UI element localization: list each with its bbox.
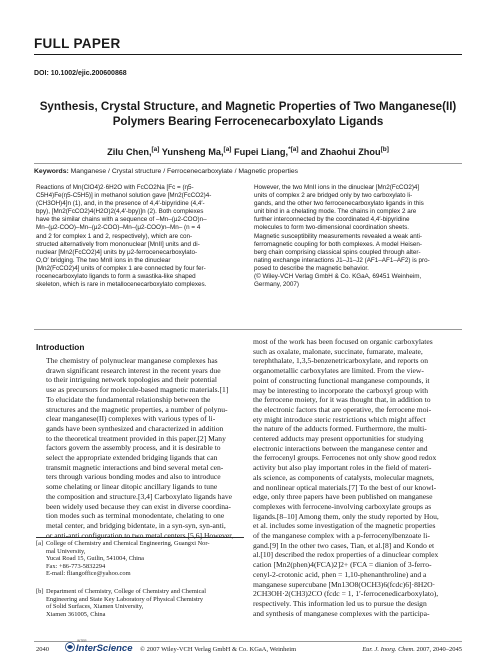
footnote-line: Engineering and State Key Laboratory of Physical Chemistry (46, 595, 204, 603)
text-line: 2CH3OH·2(CH3)2CO (fcdc = 1, 1′-ferrocenedicarboxylato), (253, 589, 439, 599)
text-line: use as precursors for molecule-based magnetic materials.[1] (46, 385, 229, 395)
text-line: al.[10] described the redox properties of a dinuclear complex (253, 550, 439, 560)
journal-volume: 2007, 2040–2045 (416, 646, 462, 653)
affiliation-mark: [a] (223, 145, 232, 153)
footnote-b (36, 588, 244, 618)
footnote-text (46, 540, 244, 578)
abstract-line: bpy), [Mn2(FcCO2)4(H2O)2(4,4′-bpy)]n (2). Both complexes (36, 208, 204, 216)
text-line: the ferrocene moiety, for it was thought that, in addition to (253, 395, 431, 405)
text-line: ety might introduce steric restrictions which might affect (253, 414, 426, 424)
abstract-line: unit bind in a chelating mode. The chains in complex 2 are (254, 208, 417, 216)
text-line: the composition and structure.[3,4] Carboxylato ligands have (46, 491, 233, 501)
abstract-line: O,O′ bridging. The two MnII ions in the dinuclear (36, 256, 171, 264)
text-line: point of constructing functional manganese compounds, it (253, 375, 430, 385)
footnote-line: Department of Chemistry, College of Chemistry and Chemical (46, 588, 207, 595)
text-line: manganese supercubane [Mn13O8(OCH3)6(fcdc)6]·8H2O· (253, 579, 436, 589)
keywords-list: Manganese / Crystal structure / Ferrocenecarboxylate / Magnetic properties (70, 168, 299, 175)
abstract-line: and 2 for complex 1 and 2, respectively), which are con- (36, 232, 193, 240)
footnote-rule (36, 537, 244, 538)
affiliation-mark: [b] (380, 145, 389, 153)
divider (34, 163, 462, 164)
copyright: © 2007 Wiley-VCH Verlag GmbH & Co. KGaA, Weinheim (140, 646, 297, 653)
abstract-line: (© Wiley-VCH Verlag GmbH & Co. KGaA, 69451 Weinheim, (254, 273, 422, 281)
page-number: 2040 (36, 646, 49, 653)
text-line: gands have been synthesized and characterized in addition (46, 423, 224, 433)
logo-name: InterScience (76, 643, 133, 654)
text-line: gand.[9] In the other two cases, Tian, et al.[8] and Kondo et (253, 540, 435, 550)
intro-text-right (253, 337, 461, 618)
doi[interactable]: DOI: 10.1002/ejic.200600868 (34, 70, 127, 77)
text-line: and nonlinear optical materials.[7] To the best of our knowl- (253, 482, 437, 492)
footnote-line: mal University, (46, 547, 86, 555)
journal-citation (330, 646, 462, 653)
footnote-line: E-mail: fliangoffice@yahoo.com (46, 570, 131, 577)
abstract-line: (CH3OH)4]n (1), and, in the presence of 4,4′-bipyridine (4,4′- (36, 200, 205, 208)
keywords-label: Keywords: (34, 168, 69, 175)
section-heading: Introduction (36, 342, 85, 352)
text-line: tion modes such as terminal monodentate, chelating to one (46, 511, 225, 521)
footnote-line: Fax: +86-773-5832294 (46, 562, 106, 570)
footnote-line: Xiamen 361005, China (46, 610, 106, 618)
text-line: metal center, and bridging bidentate, in a syn-syn, syn-anti, (46, 520, 226, 530)
text-line: et al. includes some investigation of the magnetic properties (253, 521, 436, 531)
abstract-line: [Mn2(FcCO2)4] units of complex 1 are connected by four fer- (36, 264, 206, 272)
text-line: structures and the magnetic properties, a number of polynu- (46, 404, 228, 414)
text-line: The chemistry of polynuclear manganese complexes has (46, 356, 218, 365)
text-line: ters through various bonding modes and also to introduce (46, 472, 221, 482)
text-line: or anti-anti configuration to two metal centers.[5,6] However, (46, 530, 234, 540)
intro-text-left (36, 356, 244, 540)
author: Zilu Chen,[a] (107, 145, 160, 157)
text-line: select the appropriate extended bridging ligands that can (46, 453, 218, 463)
text-line: transmit magnetic interactions and bind several metal cen- (46, 462, 224, 472)
text-line: such as oxalate, malonate, succinate, fumarate, maleate, (253, 346, 423, 356)
affiliation-mark: *[a] (288, 145, 299, 153)
abstract-line: structed alternatively from mononuclear [MnII] units and di- (36, 240, 200, 248)
text-line: factors govern the assembly process, and it is desirable to (46, 443, 221, 453)
text-line: respectively. This information led us to pursue the design (253, 598, 427, 608)
footnote-line: College of Chemistry and Chemical Engineering, Guangxi Nor- (46, 540, 210, 547)
abstract-line: Mn–(μ2-COO)–Mn–(μ2-COO)–Mn–(μ2-COO)n–Mn– (n = 4 (36, 224, 201, 232)
abstract-line: Germany, 2007) (254, 281, 300, 289)
text-line: als science, as components of catalysts, molecular magnets, (253, 472, 434, 482)
text-line: the electronic factors that are operative, the ferrocene moi- (253, 404, 432, 414)
footnote-text (46, 588, 244, 618)
abstract-line: rocenecarboxylato ligands to form a swastika-like shaped (36, 273, 196, 281)
abstract-line: berg chain comprising classical spins coupled through alter- (254, 248, 421, 256)
abstract-line: gands, and the other two ferrocenecarboxylato ligands in this (254, 200, 424, 208)
title-line: Polymers Bearing Ferrocenecarboxylato Ligands (112, 114, 384, 128)
abstract-line: have the similar chains with a sequence of –Mn–(μ2-COO)n– (36, 216, 207, 224)
affiliation-mark: [a] (151, 145, 160, 153)
footnote-a (36, 540, 244, 578)
text-line: edge, only three papers have been published on manganese (253, 492, 433, 502)
text-line: to their intriguing network topologies and their potential (46, 375, 218, 385)
article-title (34, 100, 462, 129)
abstract-line: posed to describe the magnetic behavior. (254, 264, 369, 272)
author: Fupei Liang,$^{*[a]}$ (233, 145, 299, 157)
author: Yunsheng Ma,[a] (161, 145, 232, 157)
abstract-line: Magnetic susceptibility measurements revealed a weak anti- (254, 232, 422, 240)
text-line: terephthalate, 1,3,5-benzenetricarboxylate, and reports on (253, 356, 429, 366)
text-line: some chelating or linear ditopic ancillary ligands to tune (46, 482, 218, 492)
text-line: organometallic carboxylates are limited. From the view- (253, 366, 424, 376)
text-line: of the manganese complex with a p-ferrocenylbenzoate li- (253, 531, 430, 541)
abstract-line: nuclear [Mn2(FcCO2)4] units by μ2-ferrocenecarboxylato- (36, 248, 198, 256)
abstract-line: further interconnected by the coordinated 4,4′-bipyridine (254, 216, 410, 224)
author: and Zhaohui Zhou[b] (301, 145, 389, 157)
text-line: most of the work has been focused on organic carboxylates (253, 337, 433, 346)
abstract-left (36, 184, 243, 289)
text-line: and synthesis of manganese complexes with the participa- (253, 608, 430, 618)
abstract-line: However, the two MnII ions in the dinuclear [Mn2(FcCO2)4] (254, 184, 420, 191)
journal-name: Eur. J. Inorg. Chem. (362, 646, 415, 653)
divider (34, 329, 462, 330)
text-line: clear manganese(II) complexes with various types of li- (46, 414, 216, 424)
text-line: cenyl-2-crotonic acid, phen = 1,10-phenanthroline) and a (253, 569, 427, 579)
abstract-line: units of complex 2 are bridged only by two carboxylato li- (254, 192, 413, 200)
abstract-line: nating exchange interactions J1–J1–J2 (AF1–AF1–AF2) is pro- (254, 256, 430, 264)
text-line: To elucidate the fundamental relationship between the (46, 394, 211, 404)
footnote-line: Yucai Road 15, Guilin, 541004, China (46, 555, 144, 562)
abstract-right (254, 184, 461, 289)
header-rule (34, 54, 462, 55)
footnote-line: of Solid Surfaces, Xiamen University, (46, 603, 144, 610)
abstract-line: Reactions of Mn(ClO4)2·6H2O with FcCO2Na [Fc = (η5- (36, 184, 194, 191)
author-list (34, 147, 462, 157)
footnote-mark: [b] (36, 588, 44, 595)
title-line: Synthesis, Crystal Structure, and Magnetic Properties of Two Manganese(II) (39, 100, 457, 113)
text-line: centered adducts may present opportunities for studying (253, 434, 424, 444)
section-label: FULL PAPER (34, 36, 121, 51)
text-line: the ferrocenyl groups. Ferrocenes not only show good redox (253, 453, 437, 463)
text-line: to the theoretical treatment provided in this paper.[2] Many (46, 433, 226, 443)
abstract-line: C5H4)Fe(η5-C5H5)] in methanol solution gave [Mn2(FcCO2)4- (36, 192, 212, 200)
keywords (34, 168, 298, 175)
text-line: been widely used because they can exist in diverse coordina- (46, 501, 231, 511)
text-line: complexes with ferrocene-involving carboxylate groups as (253, 501, 432, 511)
logo-tag: INTER (77, 639, 87, 643)
abstract-line: molecules to form two-dimensional coordination sheets. (254, 224, 410, 232)
text-line: may be interesting to incorporate the carboxyl group with (253, 385, 429, 395)
text-line: the nature of the adducts formed. Furthermore, the multi- (253, 424, 427, 434)
abstract-line: skeleton, which is rare in metallocenecarboxylato complexes. (36, 281, 207, 289)
text-line: drawn significant research interest in the recent years due (46, 365, 221, 375)
interscience-logo (64, 638, 133, 654)
text-line: activity but also play important roles in the field of materi- (253, 463, 432, 473)
abstract-line: ferromagnetic coupling for both complexes. A model Heisen- (254, 240, 423, 248)
text-line: ligands.[8–10] Among them, only the study reported by Hou, (253, 511, 439, 521)
text-line: electronic interactions between the manganese center and (253, 443, 428, 453)
footnote-mark: [a] (36, 540, 44, 547)
text-line: cation [Mn2(phen)4(FCA)2]2+ (FCA = dianion of 3-ferro- (253, 560, 432, 570)
